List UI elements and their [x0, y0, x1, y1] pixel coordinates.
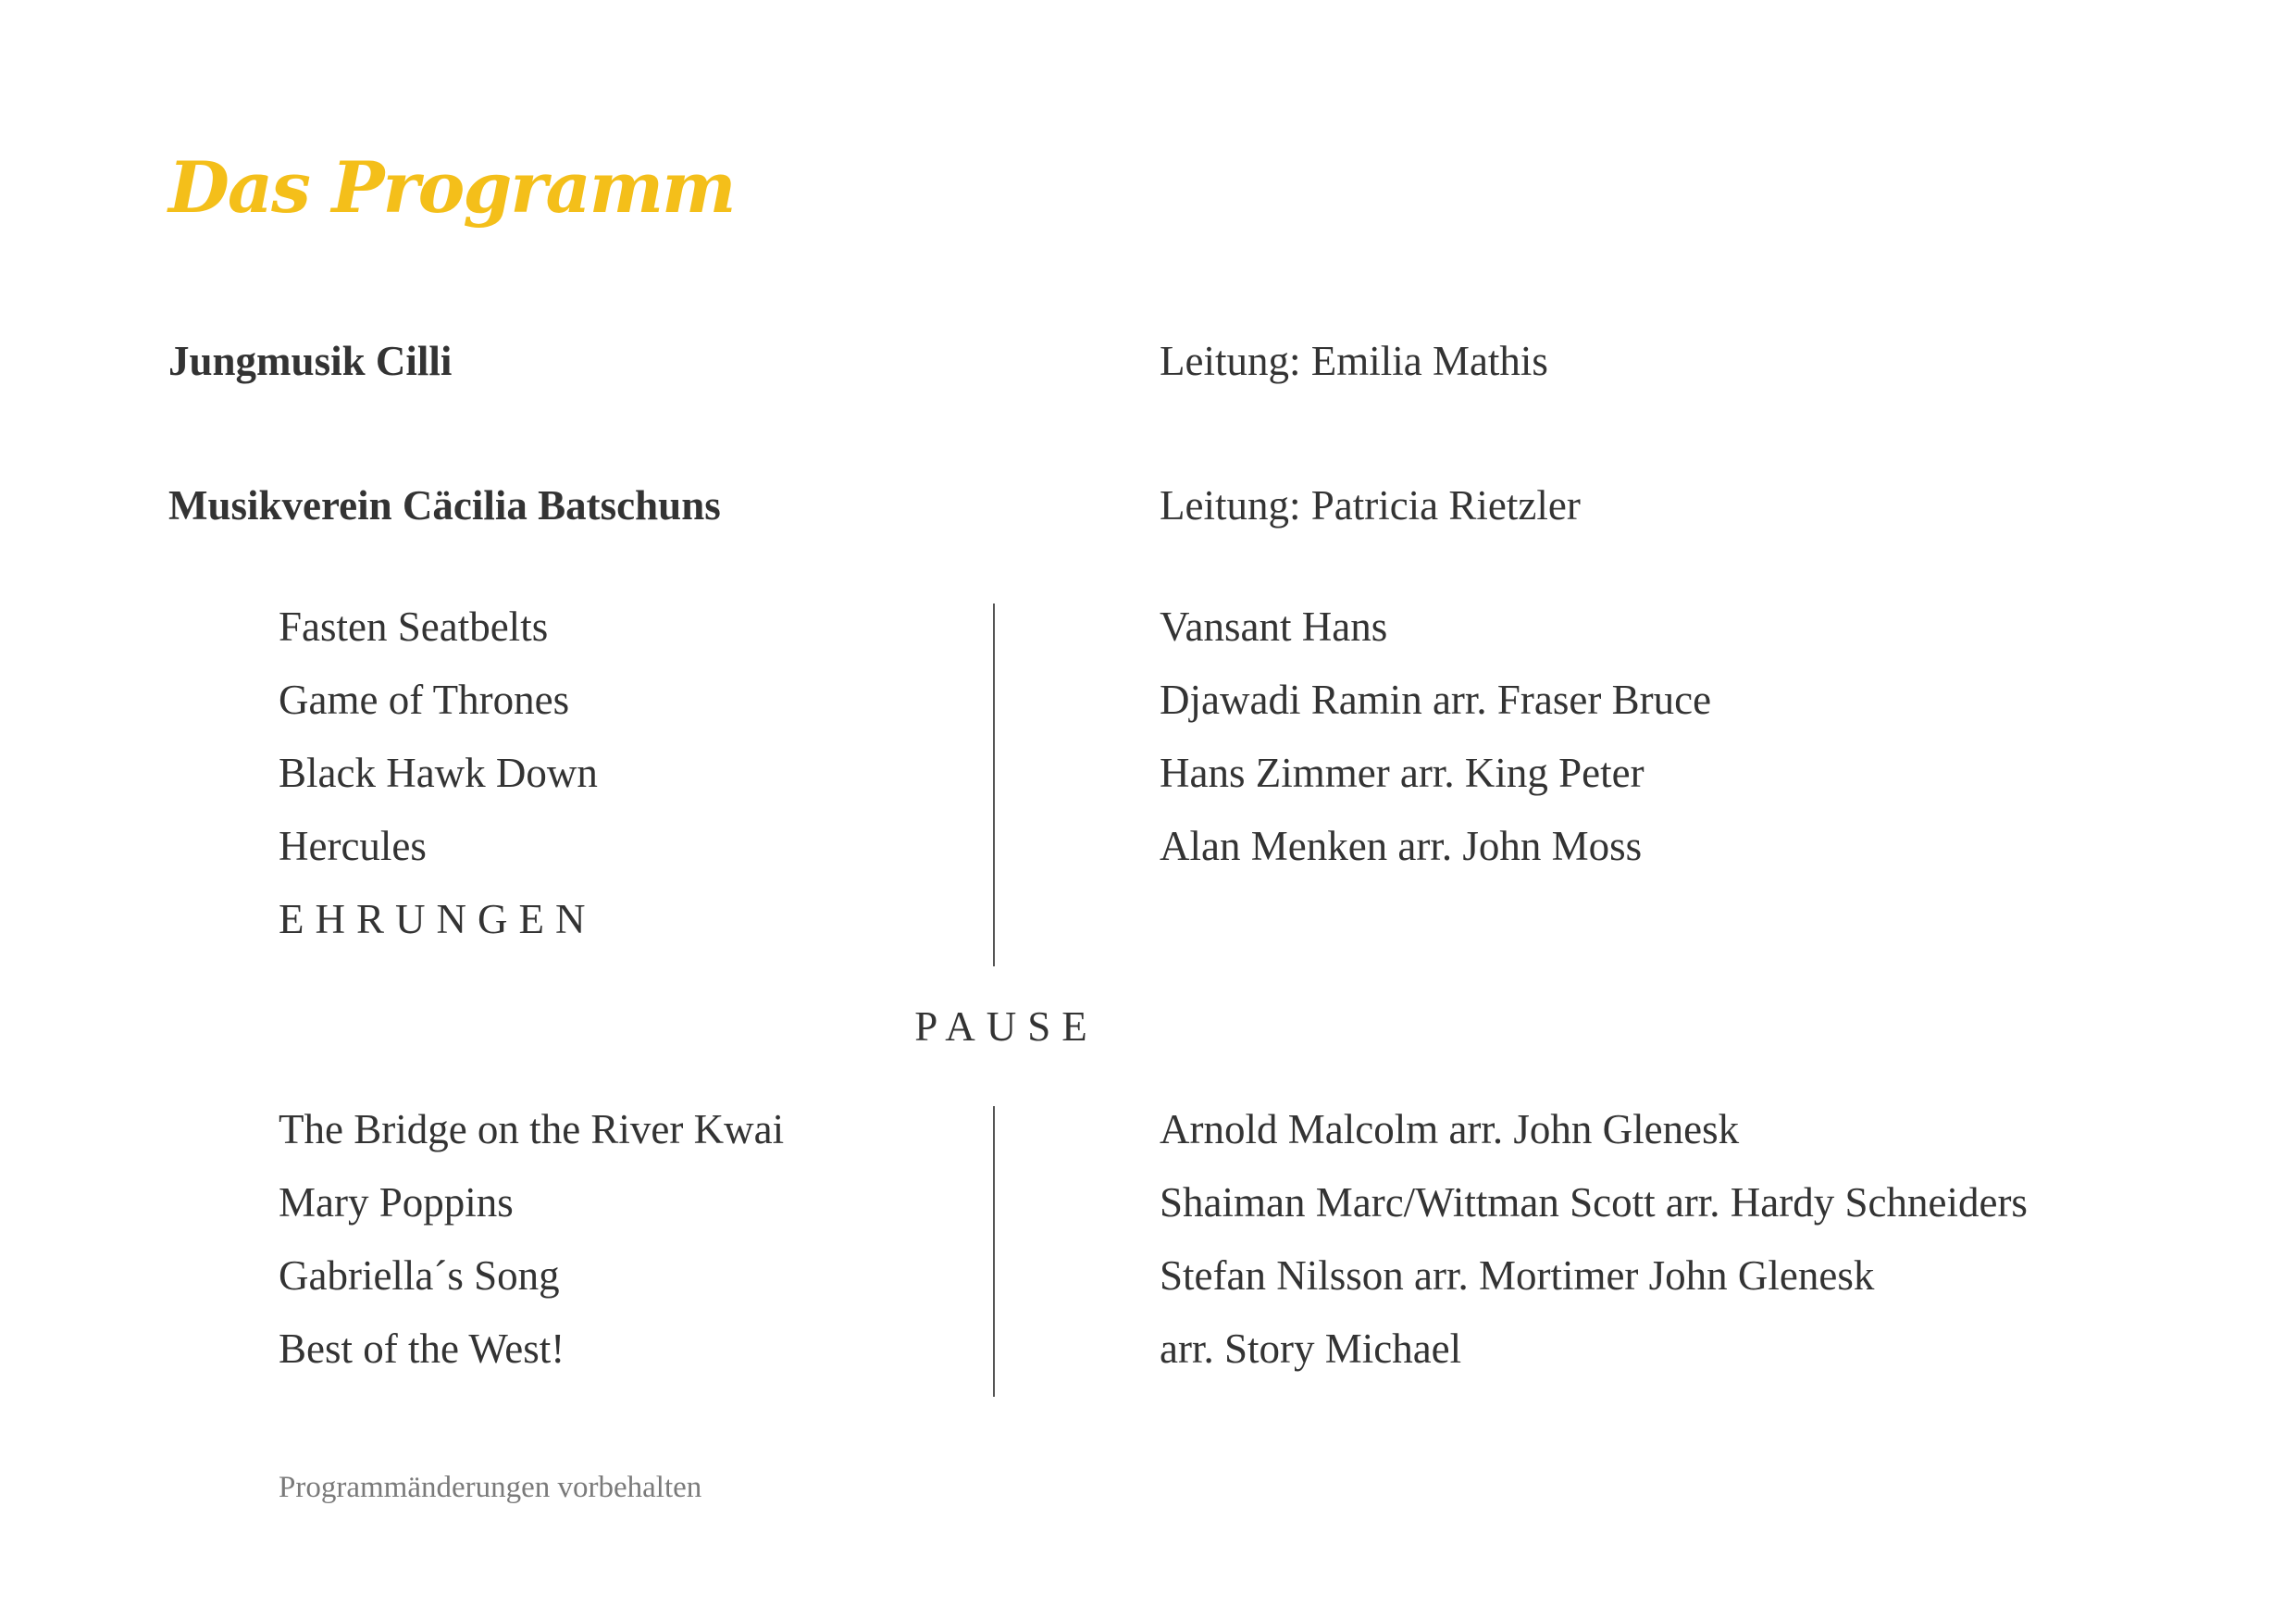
part1-composer-list: [1160, 606, 1711, 899]
column-divider: [993, 1106, 995, 1397]
composer-credit: Shaiman Marc/Wittman Scott arr. Hardy Schneiders: [1160, 1179, 2028, 1226]
piece-title: Gabriella´s Song: [279, 1252, 560, 1299]
piece-title: The Bridge on the River Kwai: [279, 1106, 785, 1152]
ensemble-conductor-jungmusik: Leitung: Emilia Mathis: [1160, 338, 1548, 384]
piece-title: Best of the West!: [279, 1326, 565, 1372]
part2-piece-list: [279, 1106, 785, 1401]
ensemble-name-musikverein: Musikverein Cäcilia Batschuns: [168, 482, 721, 529]
piece-title: Black Hawk Down: [279, 750, 598, 796]
intermission-label: PAUSE: [914, 1003, 1098, 1050]
piece-title: Hercules: [279, 823, 427, 869]
piece-title: Game of Thrones: [279, 677, 570, 723]
part1-piece-list: [279, 606, 598, 972]
composer-credit: Stefan Nilsson arr. Mortimer John Glenesk: [1160, 1252, 1875, 1299]
ensemble-conductor-musikverein: Leitung: Patricia Rietzler: [1160, 482, 1581, 529]
page-title: Das Programm: [168, 146, 735, 229]
composer-credit: Hans Zimmer arr. King Peter: [1160, 750, 1644, 796]
composer-credit: Arnold Malcolm arr. John Glenesk: [1160, 1106, 1740, 1152]
composer-credit: Vansant Hans: [1160, 604, 1388, 650]
composer-credit: Djawadi Ramin arr. Fraser Bruce: [1160, 677, 1712, 723]
part2-composer-list: [1160, 1106, 2028, 1401]
composer-credit: arr. Story Michael: [1160, 1326, 1462, 1372]
honors-label: EHRUNGEN: [279, 896, 597, 942]
column-divider: [993, 604, 995, 966]
ensemble-name-jungmusik: Jungmusik Cilli: [168, 338, 453, 384]
piece-title: Mary Poppins: [279, 1179, 514, 1226]
piece-title: Fasten Seatbelts: [279, 604, 549, 650]
footnote: Programmänderungen vorbehalten: [279, 1471, 702, 1504]
composer-credit: Alan Menken arr. John Moss: [1160, 823, 1643, 869]
